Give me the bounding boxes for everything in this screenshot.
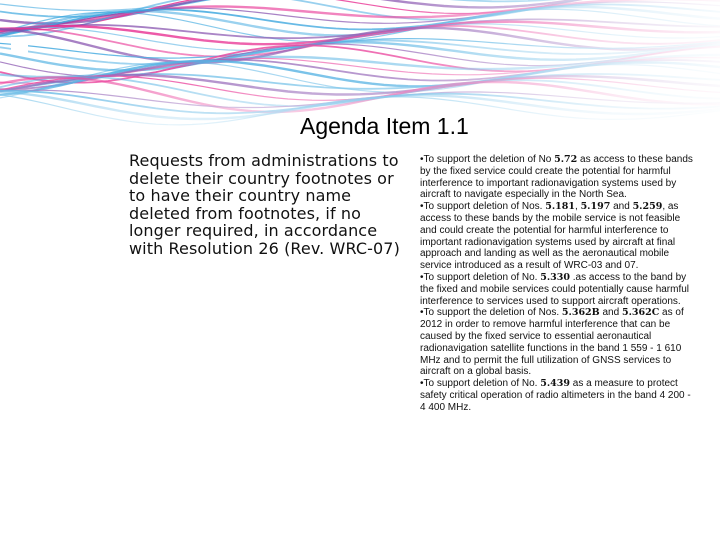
bullet-text: •To support the deletion of No — [420, 154, 555, 165]
bullet-text: •To support deletion of No. — [420, 378, 541, 390]
bullet-item — [420, 307, 695, 378]
footnote-reference: 5.181 — [545, 201, 575, 213]
bullet-text: as of 2012 in order to remove harmful interference that can be caused by the fixed service to essential aeronautical radionavigation satellite functions in the band 1 559 - 1 610 MHz and to permit the full utilization of GNSS services to aircraft on a global basis. — [420, 307, 684, 378]
bullet-text: , as access to these bands by the mobile service is not feasible and could create the potential for harmful interference to important radionavigation systems used by aircraft at final approach and landing as well as the aeronautical mobile service introduced as a result of WRC-03 and 07. — [420, 201, 681, 272]
footnote-reference: 5.259 — [632, 201, 663, 213]
footnote-reference: 5.197 — [580, 201, 611, 213]
bullet-text: , — [575, 201, 581, 213]
bullet-text: and — [599, 307, 622, 319]
bullet-text: as a measure to protect safety critical operation of radio altimeters in the band 4 200 - 4 400 MHz. — [420, 378, 691, 413]
bullet-item — [420, 154, 695, 201]
footnote-reference: 5.362C — [621, 307, 660, 319]
footnote-reference: 5.330 — [540, 271, 570, 283]
bullet-item — [420, 378, 695, 413]
footnote-reference: 5.439 — [540, 378, 570, 390]
bullet-item — [420, 272, 695, 307]
slide-corner-square — [11, 37, 28, 54]
slide-title: Agenda Item 1.1 — [300, 113, 469, 139]
bullet-text: •To support deletion of Nos. — [420, 201, 546, 213]
bullet-text: and — [610, 201, 633, 213]
footnote-reference: 5.72 — [554, 154, 578, 165]
agenda-description: Requests from administrations to delete their country footnotes or to have their country name deleted from footnotes, if no longer required, in accordance with Resolution 26 (Rev. WRC‑07) — [129, 151, 400, 258]
bullet-text: .as access to the band by the fixed and mobile services could potentially cause harmful interference to services used to support aircraft operations. — [420, 271, 690, 307]
footnote-reference: 5.362B — [561, 307, 600, 319]
bullet-text: •To support deletion of No. — [420, 271, 541, 283]
bullet-text: as access to these bands by the fixed service could create the potential for harmful interference to important radionavigation systems used by aircraft to navigate especially in the North Sea. — [420, 154, 693, 201]
bullet-item — [420, 201, 695, 272]
bullet-text: •To support the deletion of Nos. — [420, 307, 562, 319]
bullet-list — [420, 154, 695, 414]
